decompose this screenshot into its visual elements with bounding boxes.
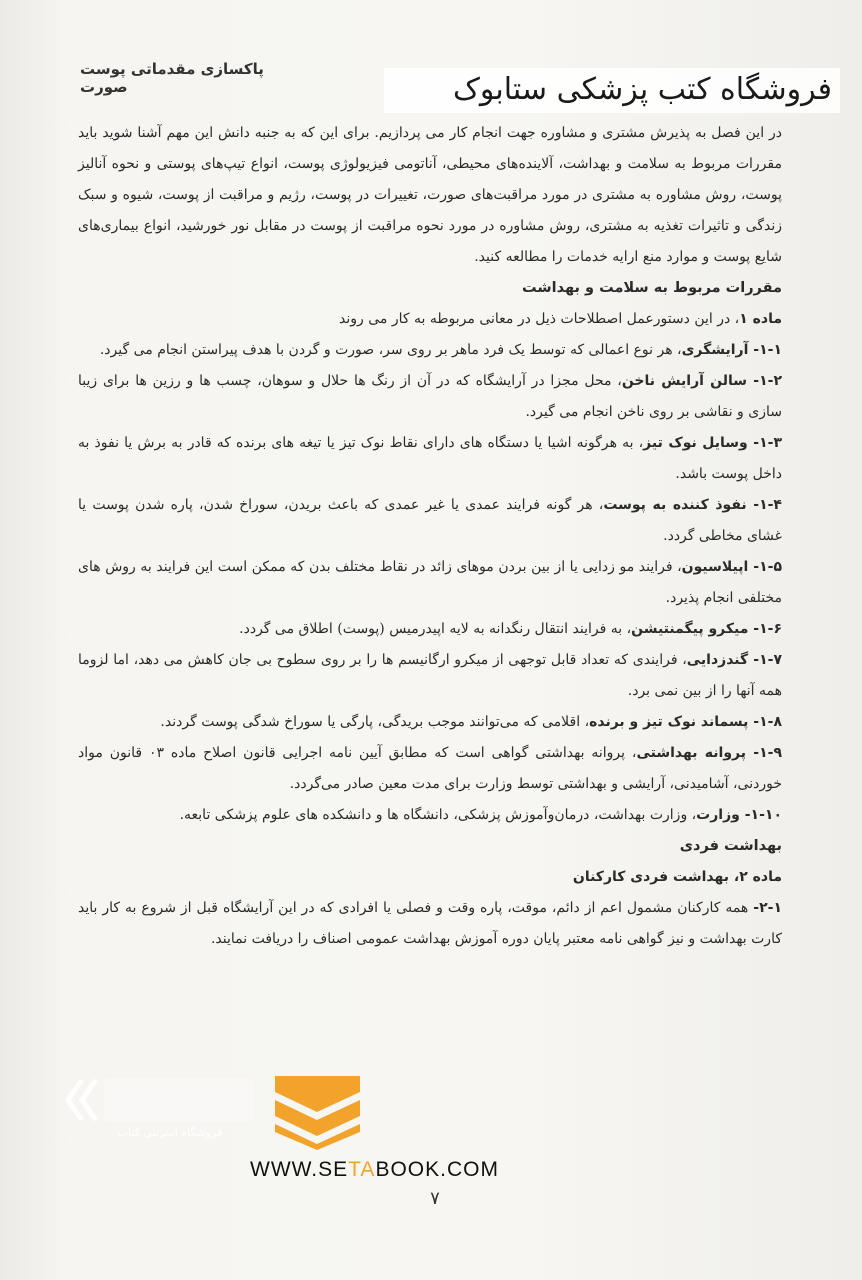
definition-text: همه کارکنان مشمول اعم از دائم، موقت، پاره وقت و فصلی یا افرادی که در این آرایشگاه قبل از شروع به کار باید کارت بهداشت و نیز گواهی نامه معتبر پایان دوره آموزش بهداشت عمومی اصناف را دریافت نمایند. (78, 900, 782, 947)
definition-term: ۱-۹- پروانه بهداشتی (636, 745, 782, 761)
definition-text: ، به فرایند انتقال رنگدانه به لایه اپیدرمیس (پوست) اطلاق می گردد. (239, 621, 632, 637)
definition-term: ۱-۶- میکرو پیگمنتیشن (631, 621, 782, 637)
article-2-text: ، بهداشت فردی کارکنان (572, 869, 740, 885)
definition-1-4 (78, 490, 782, 552)
definition-1-2 (78, 366, 782, 428)
url-suffix: BOOK.COM (375, 1158, 499, 1181)
definition-1-10 (78, 800, 782, 831)
definition-term: ۱-۲- سالن آرایش ناخن (621, 373, 782, 389)
definition-term: ۱-۴- نفوذ کننده به پوست (603, 497, 782, 513)
section-heading-health: مقررات مربوط به سلامت و بهداشت (522, 280, 782, 296)
book-stack-icon (275, 1076, 360, 1150)
definition-text: ، محل مجزا در آرایشگاه که در آن از رنگ ها حلال و سوهان، چسب ها و رزین ها برای زیبا سازی و نقاشی بر روی ناخن انجام می گیرد. (78, 373, 782, 420)
definition-text: ، هر گونه فرایند عمدی یا غیر عمدی که باعث بریدن، سوراخ شدن، پاره شدن پوست یا غشای مخاطی گردد. (78, 497, 782, 544)
definition-1-8 (78, 707, 782, 738)
definition-term: ۱-۱- آرایشگری (681, 342, 782, 358)
definition-text: ، به هرگونه اشیا یا دستگاه های دارای نقاط نوک تیز یا تیغه های برنده که قادر به برش یا نفوذ به داخل پوست باشد. (78, 435, 782, 482)
store-banner: فروشگاه کتب پزشکی ستابوک (384, 68, 840, 113)
article-1-text: ، در این دستورعمل اصطلاحات ذیل در معانی مربوطه به کار می روند (339, 311, 740, 327)
article-1-label: ماده ۱ (739, 311, 782, 327)
article-1 (78, 304, 782, 335)
definition-term: ۱-۸- پسماند نوک تیز و برنده (589, 714, 782, 730)
definition-1-5 (78, 552, 782, 614)
article-2 (78, 862, 782, 893)
definition-text: ، پروانه بهداشتی گواهی است که مطابق آیین نامه اجرایی قانون اصلاح ماده ۰۳ قانون مواد خوردنی، آشامیدنی، آرایشی و بهداشتی توسط وزارت برای مدت معین صادر می‌گردد. (78, 745, 782, 792)
logo-plate (104, 1078, 254, 1122)
page-body (78, 118, 782, 955)
page-number: ۷ (430, 1188, 440, 1209)
definition-1-6 (78, 614, 782, 645)
logo-tagline: فروشگاه اینترنتی کتاب (117, 1126, 223, 1139)
definition-text: ، فرایند مو زدایی یا از بین بردن موهای زائد در نقاط مختلف بدن که ممکن است این فرایند به روش های مختلفی انجام پذیرد. (78, 559, 782, 606)
url-prefix: WWW.SE (250, 1158, 349, 1181)
definition-2-1 (78, 893, 782, 955)
intro-paragraph: در این فصل به پذیرش مشتری و مشاوره جهت انجام کار می پردازیم. برای این که به جنبه دانش این مهم آشنا شوید باید مقررات مربوط به سلامت و بهداشت، آلاینده‌های محیطی، آناتومی فیزیولوژی پوست، انواع تیپ‌های پوستی و نحوه آنالیز پوست، روش مشاوره به مشتری در مورد مراقبت‌های صورت، تغییرات در پوست، رژیم و مراقبت از پوست، شیوه و سبک زندگی و تاثیرات تغذیه به مشتری، روش مشاوره در مورد نحوه مراقبت از پوست در مقابل نور خورشید، انواع بیماری‌های شایع پوست و موارد منع ارایه خدمات را مطالعه کنید. (78, 125, 782, 265)
definition-term: ۱-۳- وسایل نوک تیز (643, 435, 782, 451)
definition-term: ۱-۷- گندزدایی (686, 652, 783, 668)
website-url[interactable] (250, 1158, 670, 1182)
definition-text: ، فرایندی که تعداد قابل توجهی از میکرو ارگانیسم ها را بر روی سطوح بی جان کاهش می دهد، اما لزوما همه آنها را از بین نمی برد. (78, 652, 782, 699)
definition-text: ، هر نوع اعمالی که توسط یک فرد ماهر بر روی سر، صورت و گردن با هدف پیراستن انجام می گیرد. (99, 342, 682, 358)
definition-text: ، وزارت بهداشت، درمان‌وآموزش پزشکی، دانشگاه ها و دانشکده های علوم پزشکی تابعه. (179, 807, 697, 823)
url-accent: TA (348, 1158, 376, 1181)
definition-text: ، اقلامی که می‌توانند موجب بریدگی، پارگی یا سوراخ شدگی پوست گردند. (160, 714, 590, 730)
article-2-label: ماده ۲ (739, 869, 782, 885)
definition-1-7 (78, 645, 782, 707)
chevron-icon (68, 1080, 96, 1120)
definition-term: ۲-۱- (753, 900, 782, 916)
section-heading-personal-hygiene: بهداشت فردی (679, 838, 782, 854)
definition-term: ۱-۱۰- وزارت (696, 807, 782, 823)
definition-1-9 (78, 738, 782, 800)
running-header: پاکسازی مقدماتی پوست صورت (80, 60, 264, 96)
definition-term: ۱-۵- اپیلاسیون (681, 559, 782, 575)
definition-1-3 (78, 428, 782, 490)
definition-1-1 (78, 335, 782, 366)
